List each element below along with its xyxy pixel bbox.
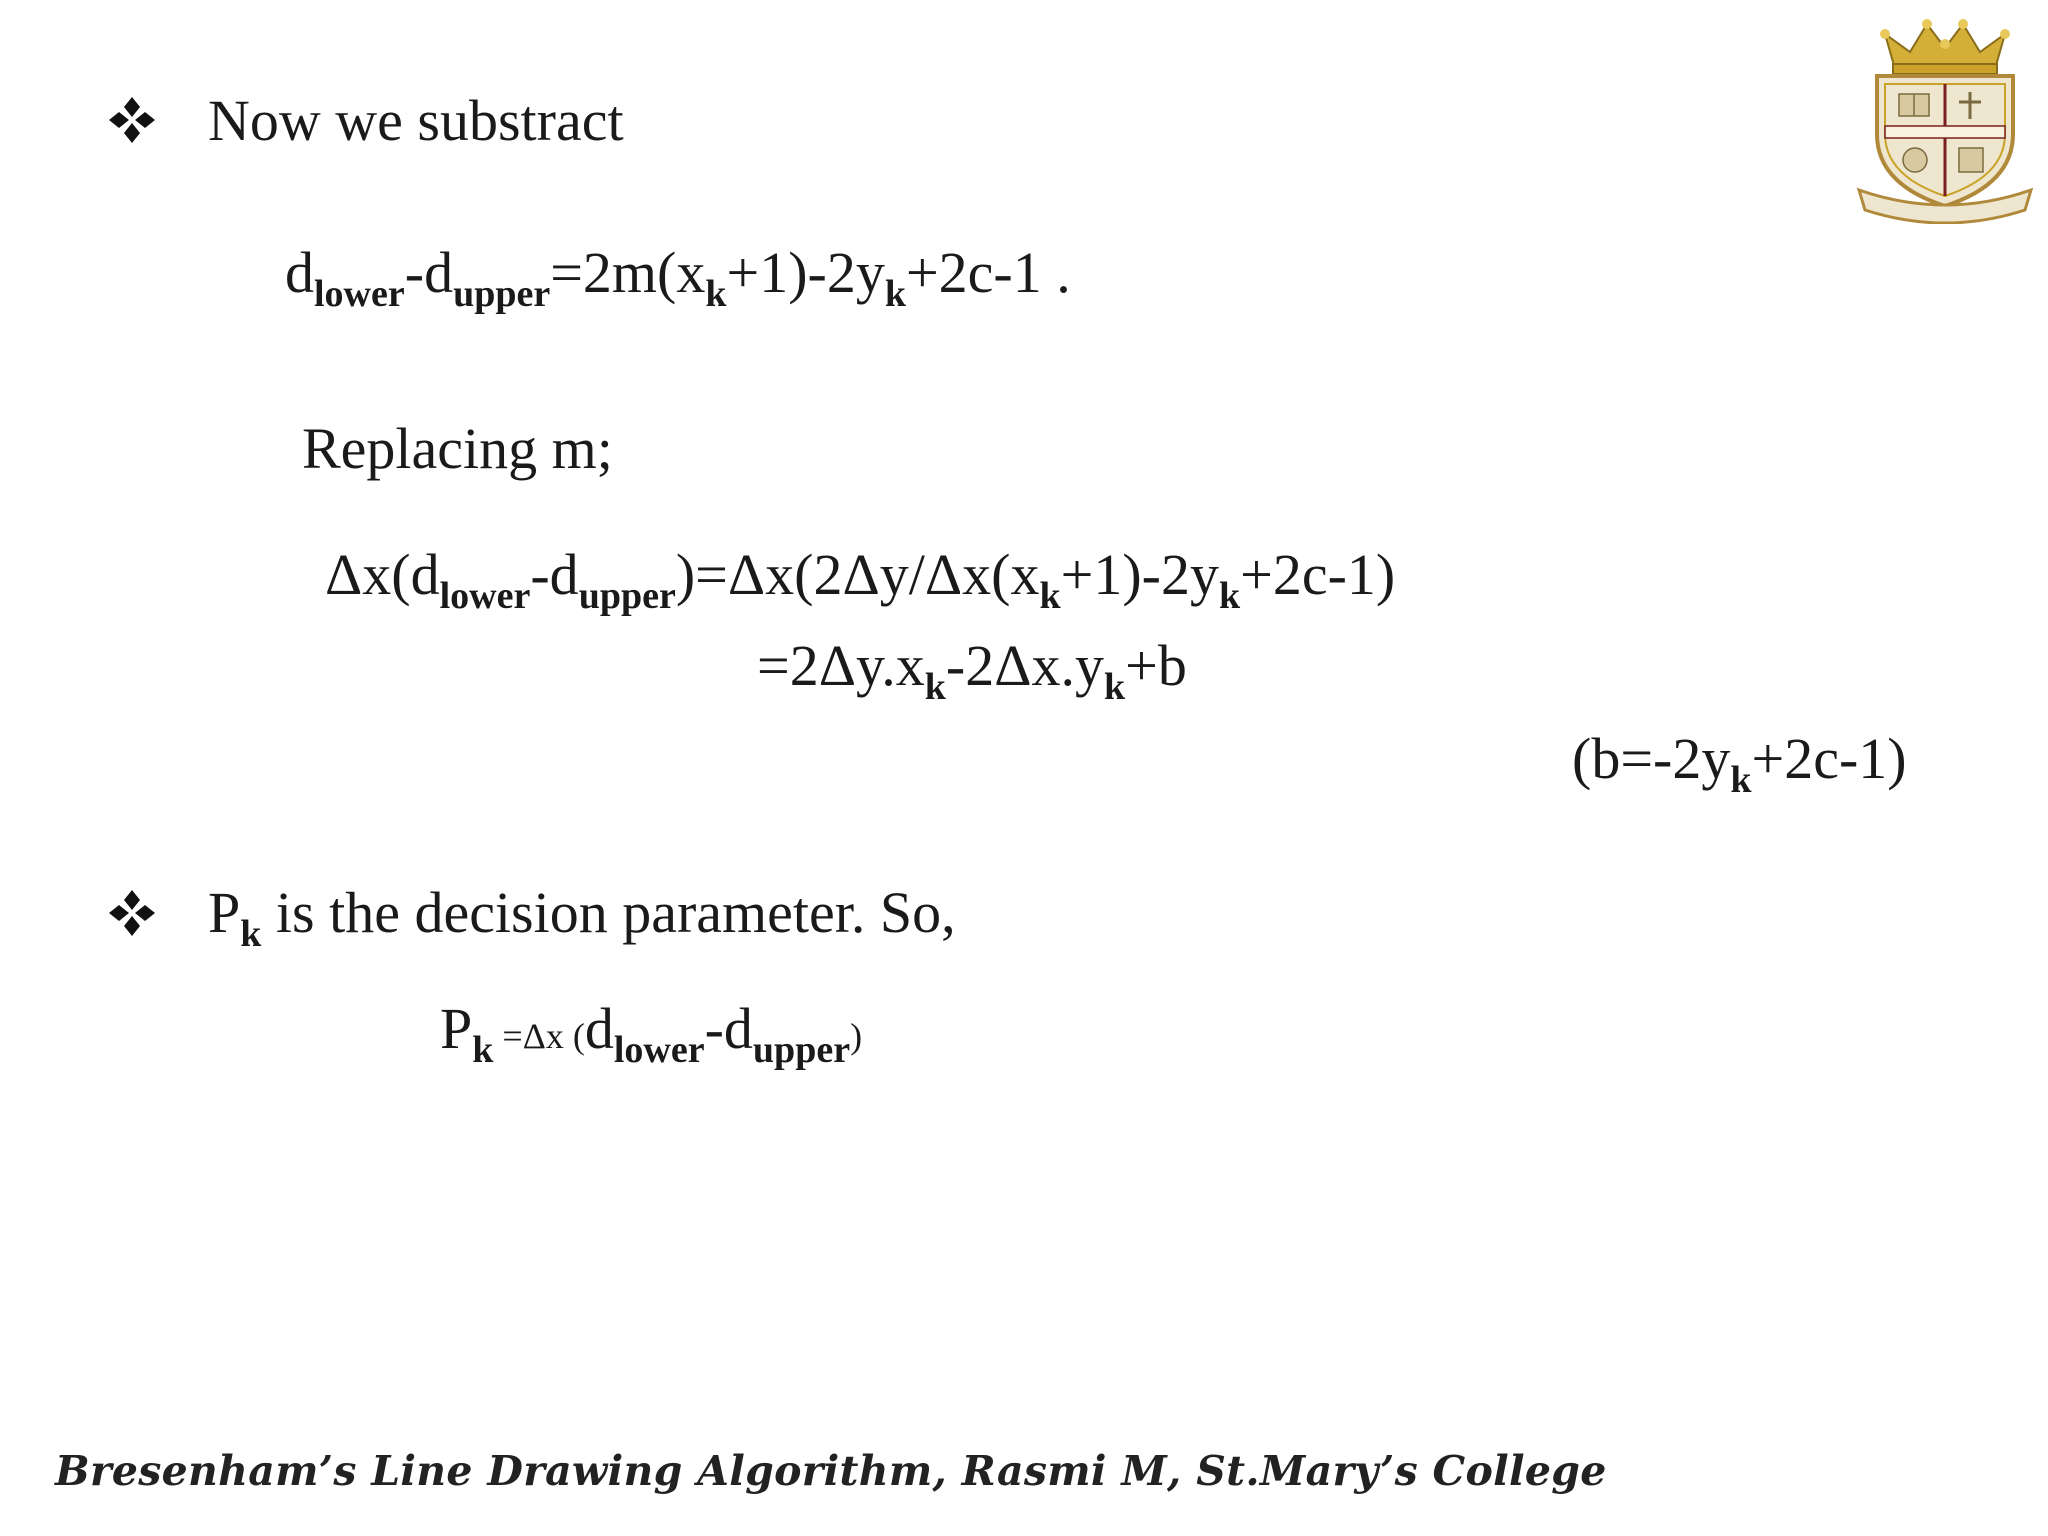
equation-difference: $d_{lower}-d_{upper}=2m(x_k+1)-2y_k+2c-1$ . bbox=[285, 240, 1071, 315]
equation-b-definition: $(b=-2y_k+2c-1)$ bbox=[1572, 726, 1907, 801]
bullet-text-decision-parameter: $P_k$ is the decision parameter. So, bbox=[208, 880, 956, 955]
equation-pk: $P_k =\Delta x$ $(d_{lower}-d_{upper})$ bbox=[440, 996, 863, 1071]
crown-icon bbox=[1880, 19, 2010, 74]
bullet-text-substract: Now we substract bbox=[208, 88, 624, 153]
four-diamond-bullet-icon bbox=[107, 95, 157, 145]
replacing-text: Replacing m; bbox=[302, 416, 613, 481]
equation-replaced: $\Delta x(d_{lower}-d_{upper})=\Delta x(2\Delta y/\Delta x(x_k+1)-2y_k+2c-1)$ bbox=[325, 542, 1396, 617]
four-diamond-bullet-icon bbox=[107, 888, 157, 938]
footer-caption: Bresenham’s Line Drawing Algorithm, Rasmi M, St.Mary’s College bbox=[55, 1447, 1607, 1495]
college-crest-logo bbox=[1855, 14, 2035, 224]
equation-simplified: $=2\Delta y.x_k-2\Delta x.y_k+b$ bbox=[757, 633, 1187, 708]
